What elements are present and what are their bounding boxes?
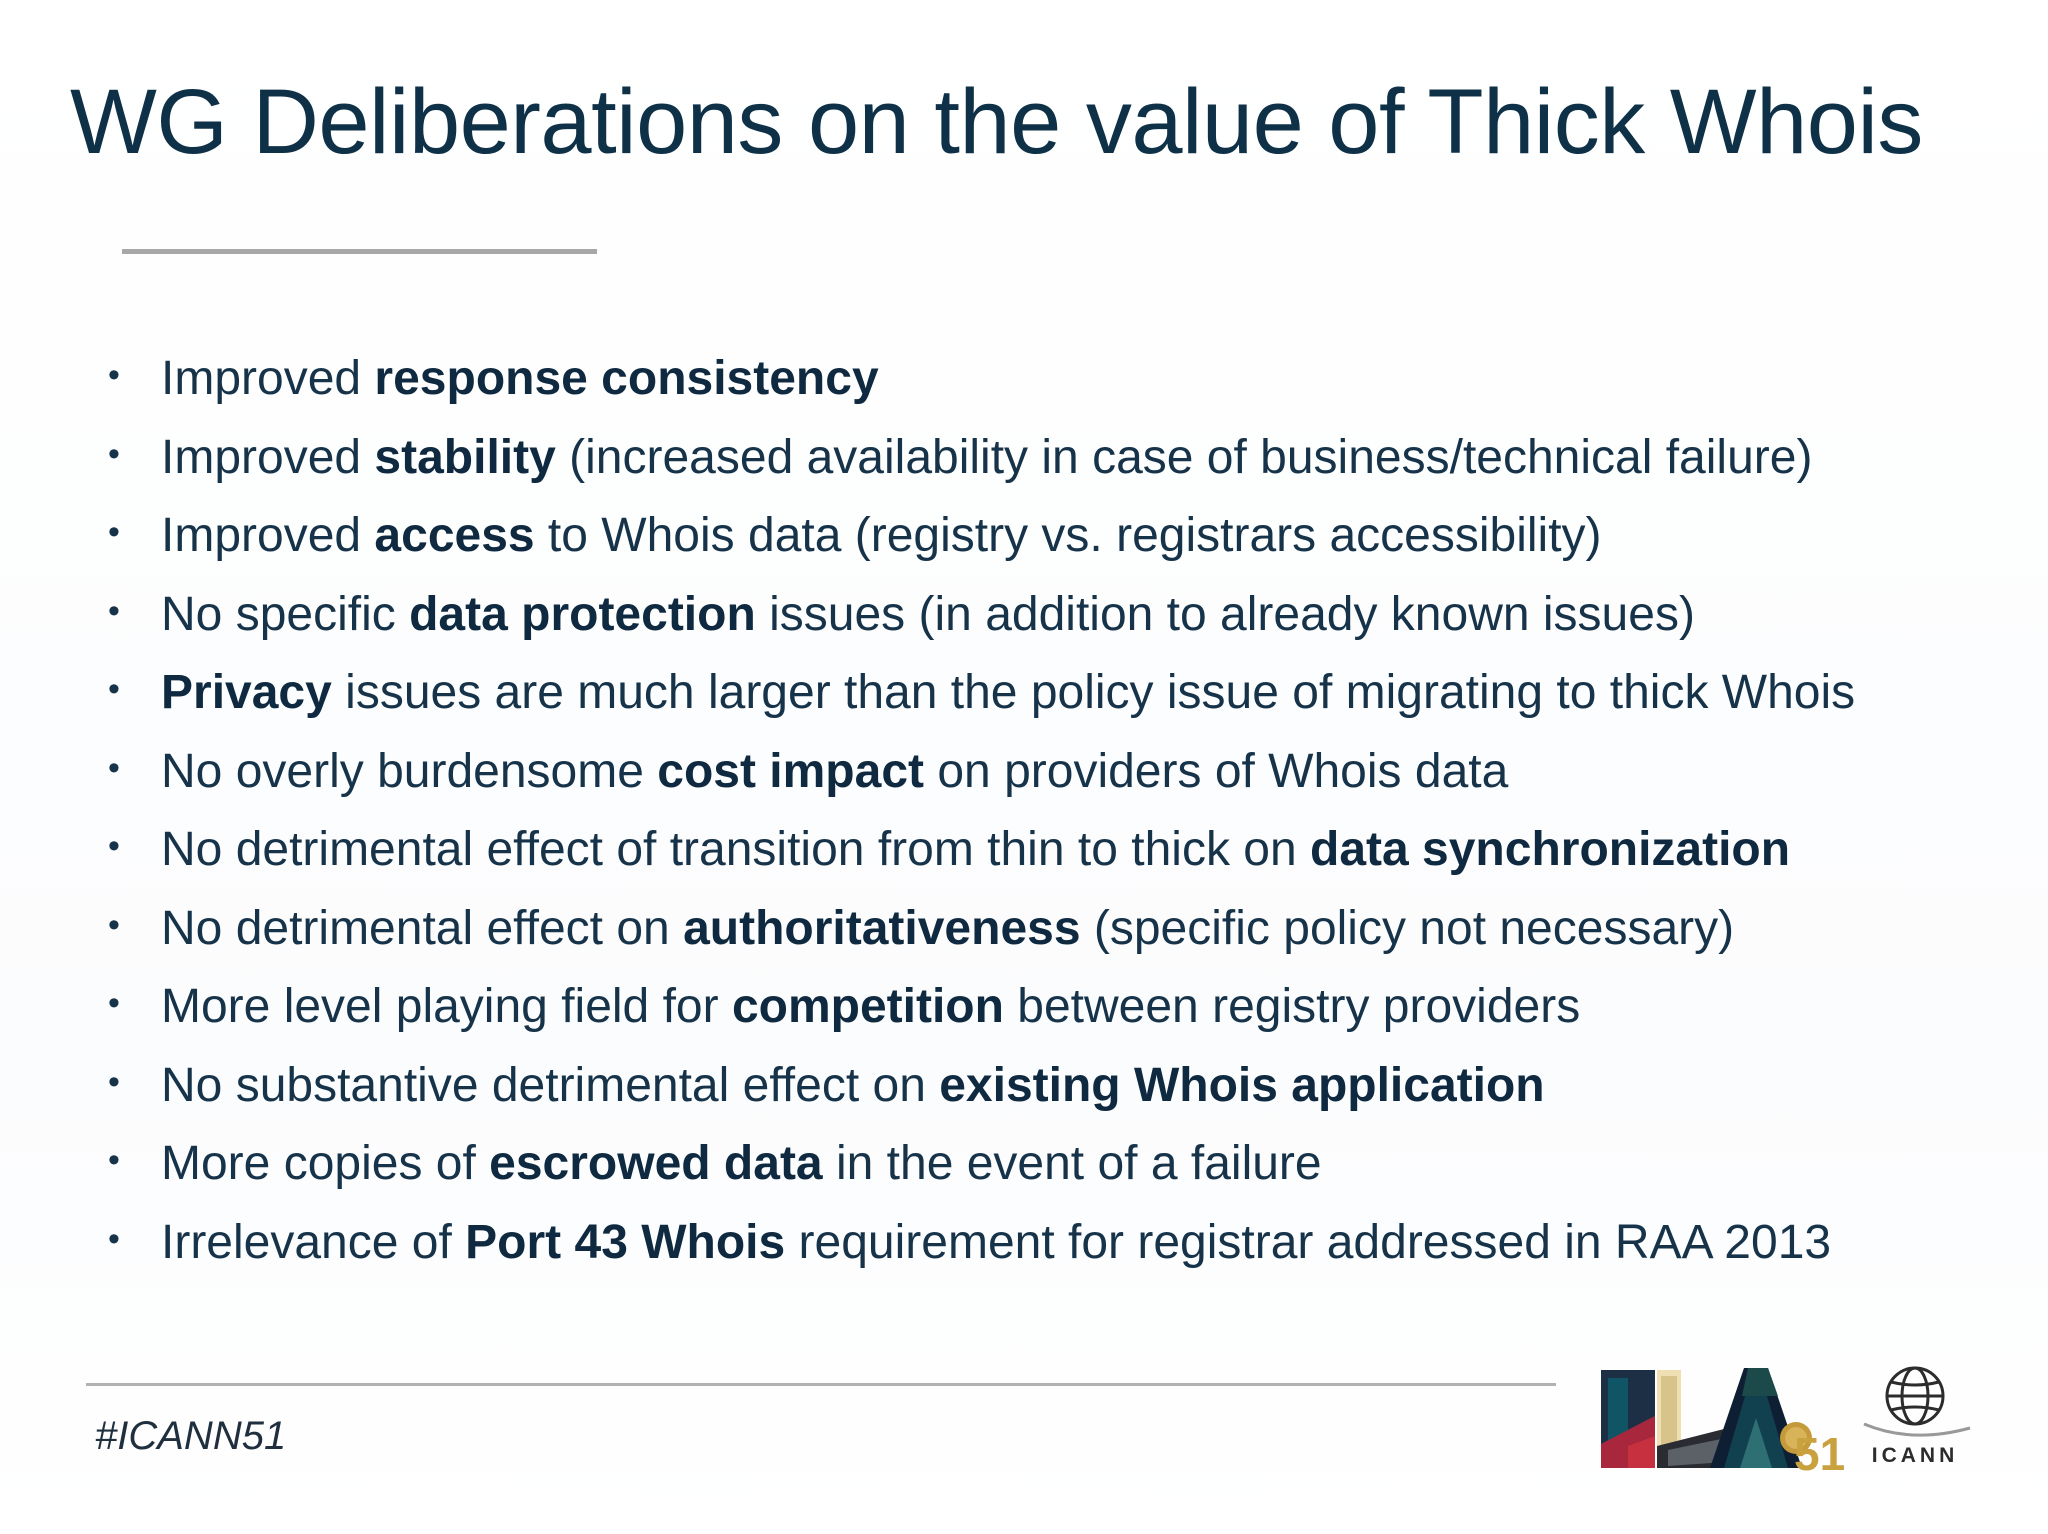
icann-globe-logo — [1852, 1358, 1978, 1470]
bullet-icon: • — [108, 905, 120, 944]
bullet-text-bold: competition — [731, 980, 1004, 1033]
bullet-icon: • — [108, 827, 120, 865]
bullet-text-post: (increased availability in case of business/technical failure) — [555, 430, 1813, 484]
bullet-text-post: to Whois data (registry vs. registrars accessibility) — [534, 509, 1602, 562]
bullet-icon: • — [108, 984, 120, 1022]
bullet-text-post: between registry providers — [1003, 980, 1581, 1033]
bullet-text-pre: More level playing field for — [161, 980, 732, 1033]
bullet-text-bold: response consistency — [374, 352, 879, 405]
bullet-text-bold: existing Whois application — [939, 1058, 1545, 1112]
bullet-text-pre: No specific — [161, 587, 410, 641]
bullet-text-bold: cost impact — [657, 744, 924, 798]
bullet-icon: • — [108, 591, 120, 630]
bullet-text-bold: data protection — [409, 587, 756, 641]
bullet-text-bold: Port 43 Whois — [465, 1215, 786, 1269]
bullet-text-pre: Improved — [161, 430, 375, 484]
bullet-item — [100, 1047, 1855, 1126]
bullet-text-post: issues are much larger than the policy issue of migrating to thick Whois — [331, 666, 1856, 719]
bullet-icon: • — [108, 1062, 120, 1101]
bullet-text-post: on providers of Whois data — [924, 744, 1509, 798]
bullet-icon: • — [108, 1219, 120, 1258]
bullet-item — [100, 654, 1855, 733]
bullet-item — [100, 1204, 1855, 1283]
bullet-item — [100, 968, 1855, 1047]
bullet-text-bold: escrowed data — [489, 1137, 823, 1190]
bullet-text-post: (specific policy not necessary) — [1080, 901, 1735, 955]
bullet-text-pre: No substantive detrimental effect on — [161, 1058, 940, 1112]
bullet-text-post: requirement for registrar addressed in RAA 2013 — [785, 1215, 1832, 1269]
bullet-item — [100, 497, 1855, 576]
bullet-icon: • — [108, 356, 120, 394]
bullet-icon: • — [108, 513, 120, 551]
bullet-text-pre: Improved — [161, 352, 375, 405]
bullet-text-pre: No detrimental effect on — [161, 901, 684, 955]
slide-title: WG Deliberations on the value of Thick Whois — [70, 71, 1923, 173]
la-51-logo — [1598, 1358, 1846, 1480]
bullet-item — [100, 340, 1855, 419]
bullet-item — [100, 811, 1855, 890]
bullet-icon: • — [108, 670, 120, 708]
title-underline — [122, 249, 597, 254]
bullet-text-pre: No detrimental effect of transition from thin to thick on — [161, 823, 1310, 876]
bullet-text-bold: Privacy — [161, 666, 332, 719]
bullet-item — [100, 419, 1855, 498]
bullet-text-pre: Improved — [161, 509, 375, 562]
bullet-item — [100, 1125, 1855, 1204]
bullet-list — [100, 340, 1855, 1282]
event-hashtag: #ICANN51 — [95, 1414, 287, 1458]
bullet-icon: • — [108, 434, 120, 473]
bullet-text-post: issues (in addition to already known issues) — [755, 587, 1695, 641]
bullet-text-pre: No overly burdensome — [161, 744, 658, 798]
bullet-text-post: in the event of a failure — [822, 1137, 1322, 1190]
bullet-icon: • — [108, 748, 120, 787]
bullet-item — [100, 576, 1855, 655]
bullet-icon: • — [108, 1141, 120, 1179]
bullet-text-bold: stability — [374, 430, 556, 484]
bullet-item — [100, 733, 1855, 812]
footer-divider — [86, 1383, 1556, 1386]
bullet-text-bold: authoritativeness — [683, 901, 1081, 955]
bullet-text-bold: data synchronization — [1310, 823, 1791, 876]
bullet-text-pre: More copies of — [161, 1137, 490, 1190]
bullet-item — [100, 890, 1855, 969]
la-logo-digits: 51 — [1794, 1428, 1846, 1480]
bullet-text-bold: access — [374, 509, 535, 562]
bullet-text-pre: Irrelevance of — [161, 1215, 466, 1269]
icann-wordmark: ICANN — [1871, 1444, 1959, 1467]
